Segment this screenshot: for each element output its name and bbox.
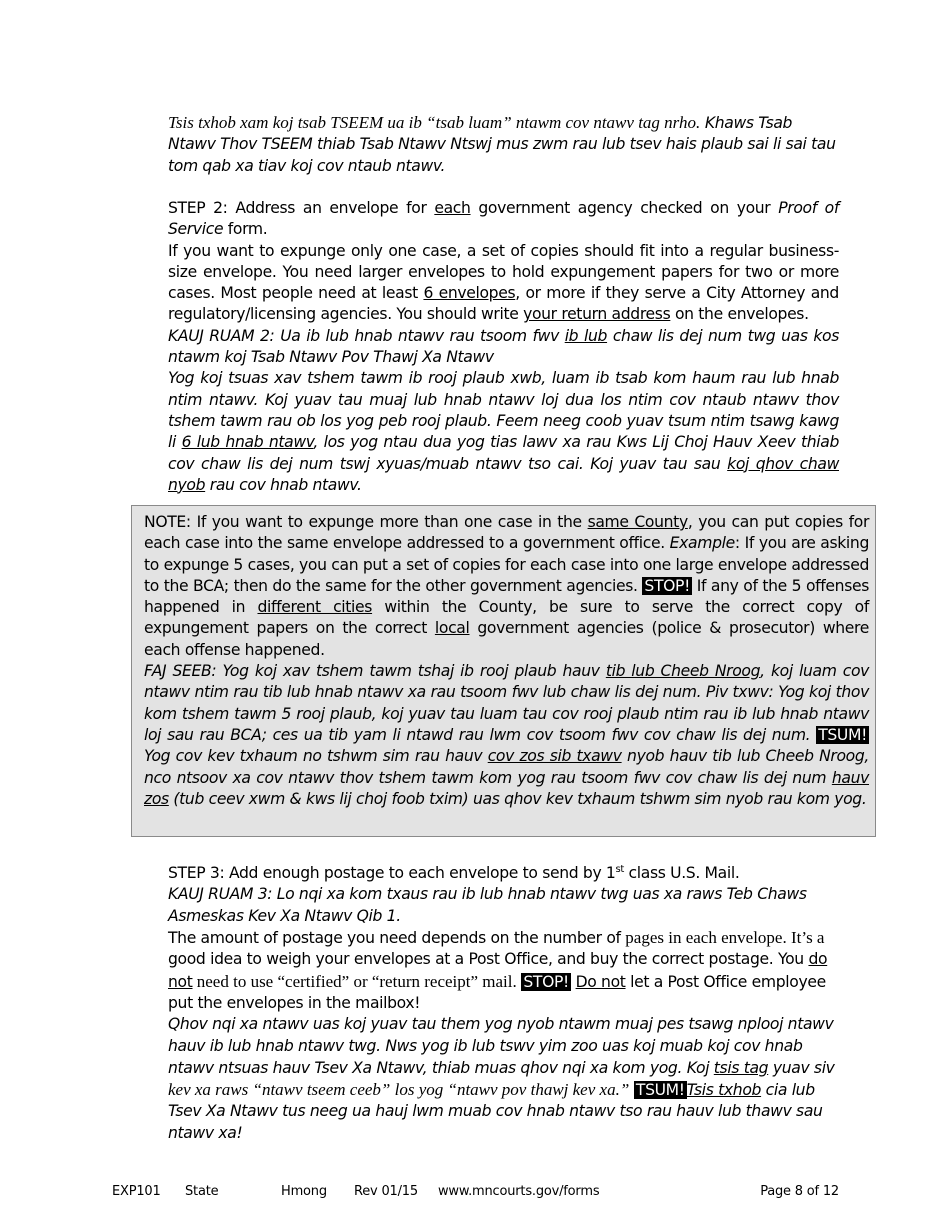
step3-stop-badge: STOP!	[523, 972, 569, 991]
step2-hmong-heading: KAUJ RUAM 2: Ua ib lub hnab ntawv rau tsoom fwv ib lub chaw lis dej num twg uas kos ntawm koj Tsab Ntawv Pov Thawj Xa Ntawv	[168, 326, 840, 367]
step3-heading: STEP 3: Add enough postage to each envelope to send by 1st class U.S. Mail.	[168, 864, 740, 883]
intro-serif-text: Tsis txhob xam koj tsab TSEEM ua ib “tsab luam” ntawm cov ntawv tag nrho.	[168, 113, 701, 132]
note-hmong: FAJ SEEB: Yog koj xav tshem tawm tshaj ib rooj plaub hauv tib lub Cheeb Nroog, koj luam cov ntawv ntim rau tib lub hnab ntawv xa rau tsoom fwv lub chaw lis dej num. Piv txwv: Yog koj thov kom tshem tawm 5 rooj plaub, koj yuav tau luam tau cov rooj plaub ntim rau ib lub hnab ntawv loj sau rau BCA; ces ua tib yam li ntawd rau lwm cov tsoom fwv cov chaw lis dej num. TSUM! Yog cov kev txhaum no tshwm sim rau hauv cov zos sib txawv nyob hauv tib lub Cheeb Nroog, nco ntsoov xa cov ntawv thov tshem tawm kom yog rau tsoom fwv cov chaw lis dej num hauv zos (tub ceev xwm & kws lij choj foob txim) uas qhov kev txhaum tshwm sim nyob rau kom yog.	[144, 662, 870, 808]
step2-section	[168, 198, 839, 496]
footer-revision: Rev 01/15	[354, 1184, 418, 1199]
step3-hmong-body: Qhov nqi xa ntawv uas koj yuav tau them yog nyob ntawm muaj pes tsawg nplooj ntawv hauv ib lub hnab ntawv twg. Nws yog ib lub tswv yim zoo uas koj muab koj cov hnab ntawv ntsuas hauv Tsev Xa Ntawv, thiab muas qhov nqi xa kom yog. Koj tsis tag yuav siv kev xa raws “ntawv tseem ceeb” los yog “ntawv pov thawj kev xa.” TSUM! Tsis txhob cia lub Tsev Xa Ntawv tus neeg ua hauj lwm muab cov hnab ntawv tso rau hauv lub thawv sau ntawv xa!	[168, 1015, 835, 1142]
step3-tsum-badge: TSUM!	[635, 1081, 685, 1100]
footer-state: State	[185, 1184, 219, 1199]
step2-heading: STEP 2: Address an envelope for each government agency checked on your Proof of Service form.	[168, 199, 839, 239]
note-box	[131, 505, 876, 837]
tsum-badge: TSUM!	[818, 725, 867, 744]
step2-body: If you want to expunge only one case, a set of copies should fit into a regular business-size envelope. You need larger envelopes to hold expungement papers for two or more cases. Most people need at least 6 envelopes, or more if they serve a City Attorney and regulatory/licensing agencies. You should write your return address on the envelopes.	[168, 241, 839, 324]
step3-hmong-heading: KAUJ RUAM 3: Lo nqi xa kom txaus rau ib lub hnab ntawv twg uas xa raws Teb Chaws Asmeskas Kev Xa Ntawv Qib 1.	[168, 885, 807, 925]
step3-body: The amount of postage you need depends on the number of pages in each envelope. It’s a good idea to weigh your envelopes at a Post Office, and buy the correct postage. You do not need to use “certified” or “return receipt” mail. STOP! Do not let a Post Office employee put the envelopes in the mailbox!	[168, 928, 828, 1012]
intro-text: Khaws Tsab Ntawv Thov TSEEM thiab Tsab Ntawv Ntswj mus zwm rau lub tsev hais plaub sai li sai tau tom qab xa tiav koj cov ntaub ntawv.	[168, 114, 836, 175]
step3-section	[168, 859, 839, 1144]
note-english: NOTE: If you want to expunge more than one case in the same County, you can put copies for each case into the same envelope addressed to a government office. Example: If you are asking to expunge 5 cases, you can put a set of copies for each case into one large envelope addressed to the BCA; then do the same for the other government agencies. STOP! If any of the 5 offenses happened in different cities within the County, be sure to serve the correct copy of expungement papers on the correct local government agencies (police & prosecutor) where each offense happened.	[144, 513, 870, 659]
stop-badge: STOP!	[644, 576, 690, 595]
step2-hmong-body: Yog koj tsuas xav tshem tawm ib rooj plaub xwb, luam ib tsab kom haum rau lub hnab ntim ntawv. Koj yuav tau muaj lub hnab ntawv loj dua los ntim cov ntaub ntawv thov tshem tawm rau ob los yog peb rooj plaub. Feem neeg coob yuav tsum ntim tsawg kawg li 6 lub hnab ntawv, los yog ntau dua yog tias lawv xa rau Kws Lij Choj Hauv Xeev thiab cov chaw lis dej num tswj xyuas/muab ntawv tso cai. Koj yuav tau sau koj qhov chaw nyob rau cov hnab ntawv.	[168, 369, 839, 494]
footer-language: Hmong	[281, 1184, 327, 1199]
footer-page-number: Page 8 of 12	[760, 1184, 839, 1199]
intro-paragraph	[168, 112, 839, 177]
footer-url-link[interactable]: www.mncourts.gov/forms	[438, 1184, 600, 1199]
footer-form-number: EXP101	[112, 1184, 161, 1199]
